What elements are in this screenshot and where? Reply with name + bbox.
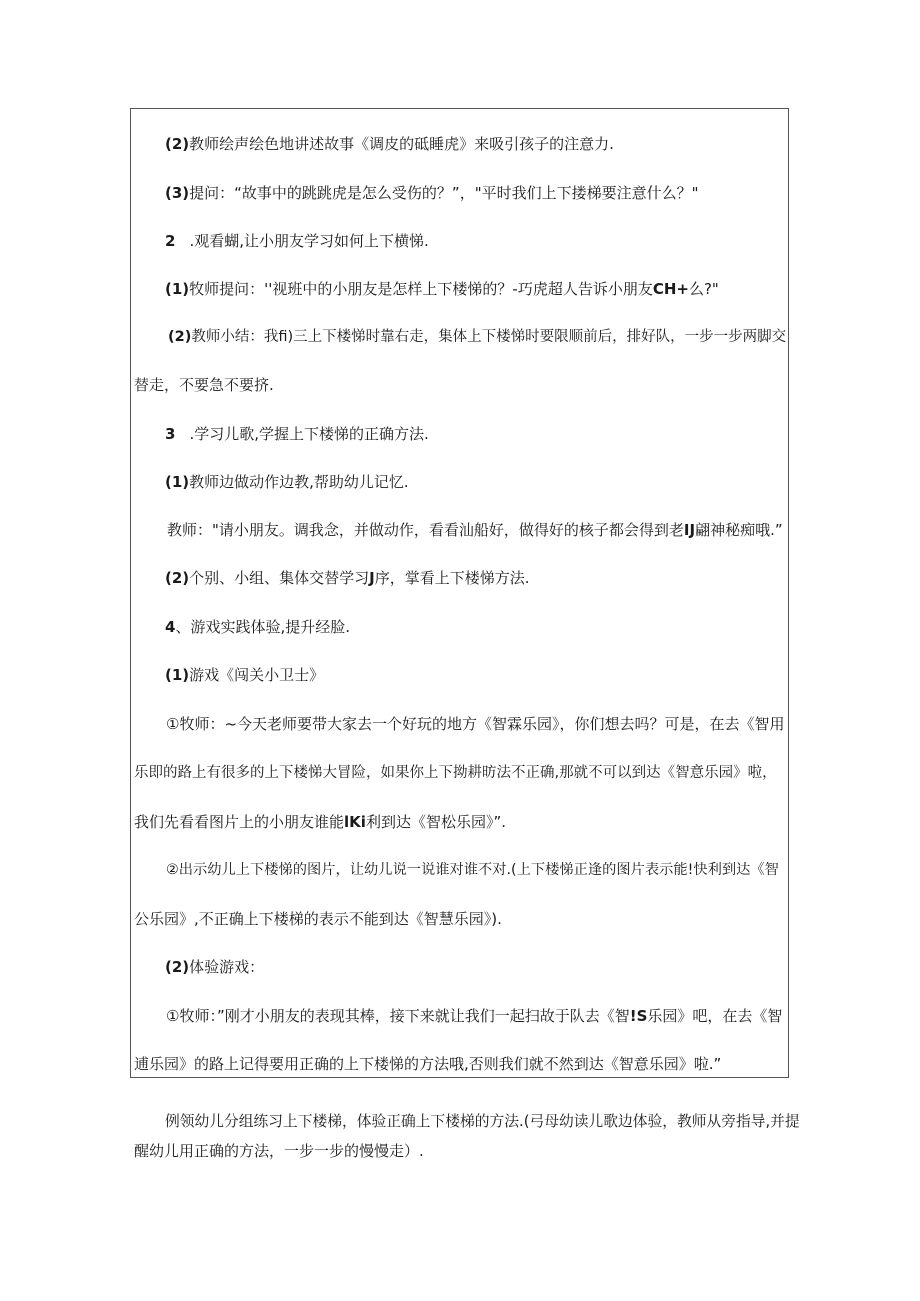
step-line-12 xyxy=(165,665,324,685)
line-text: 醒幼儿用正确的方法，一步一步的慢慢走）. xyxy=(134,1142,424,1160)
line-text: ②出示幼儿上下楼悌的图片，让幼儿说一说谁对谁不对.(上下楼悌正逢的图片表示能!快利到达《智 xyxy=(166,862,779,878)
step-line-2 xyxy=(165,183,699,203)
step-line-9 xyxy=(167,520,783,540)
item-number: (1) xyxy=(165,473,190,491)
line-text: 乐即的路上有很多的上下楼悌大冒险，如果你上下拗耕昉法不正确,那就不可以到达《智意乐园》啦， xyxy=(134,765,777,781)
line-text: 教师："请小朋友。调我念，并做动作，看看汕船好，做得好的核子都会得到老 xyxy=(167,521,684,539)
step-line-1 xyxy=(165,134,614,154)
section-heading-2 xyxy=(165,231,429,251)
section-number: 2 xyxy=(165,232,176,250)
item-number: (2) xyxy=(165,958,190,976)
step-line-5 xyxy=(168,327,786,347)
line-text: 替走，不要急不要挤. xyxy=(134,376,274,394)
step-line-19 xyxy=(166,1006,782,1026)
step-line-6 xyxy=(134,375,274,395)
garbled-text: CH+ xyxy=(652,280,689,298)
item-number: (3) xyxy=(165,184,190,202)
section-number: 3 xyxy=(165,425,176,443)
line-text: 、游戏实践体验,提升经脸. xyxy=(175,618,350,636)
after-line-2 xyxy=(134,1141,424,1161)
line-text: 教师小结：我fi)三上下楼悌时靠右走，集体上下楼悌时要限顺前后，排好队，一步一步两脚交 xyxy=(191,329,787,345)
line-text: 例领幼儿分组练习上下楼梯，体验正确上下楼梯的方法.(弓母幼读儿歌边体验，教师从旁指导,并提 xyxy=(165,1113,800,1130)
step-line-20 xyxy=(134,1054,721,1074)
step-line-17 xyxy=(134,909,502,929)
line-text: ①牧师：”刚才小朋友的表现其棒，接下来就让我们一起扫故于队去《智 xyxy=(166,1007,630,1025)
line-text: 体验游戏： xyxy=(189,958,265,976)
step-line-14 xyxy=(134,763,777,783)
content-table-cell xyxy=(130,108,789,1078)
garbled-text: IJ xyxy=(683,521,696,539)
garbled-text: !S xyxy=(629,1007,648,1025)
item-number: (1) xyxy=(165,280,190,298)
item-number: (1) xyxy=(165,666,190,684)
garbled-text: J xyxy=(369,569,375,587)
line-text: 提问：“故事中的跳跳虎是怎么受伤的？”，"平时我们上下搂梯要注意什么？" xyxy=(189,184,699,202)
line-text-tail: 利到达《智松乐园》”. xyxy=(365,813,506,831)
line-text: 公乐园》,不正确上下楼梯的表示不能到达《智慧乐园》). xyxy=(134,910,502,928)
section-heading-4 xyxy=(165,617,350,637)
step-line-15 xyxy=(134,812,506,832)
line-text: 教师绘声绘色地讲述故事《调皮的砥睡虎》来吸引孩子的注意力. xyxy=(189,135,614,153)
line-text-tail: 乐园》吧，在去《智 xyxy=(647,1007,783,1025)
after-line-1 xyxy=(165,1112,800,1132)
line-text: 游戏《闯关小卫士》 xyxy=(189,666,325,684)
line-text: .观看蝴,让小朋友学习如何上下横悌. xyxy=(189,232,429,250)
line-text: 牧师提问：''视班中的小朋友是怎样上下楼悌的？-巧虎超人告诉小朋友 xyxy=(189,280,653,298)
section-number: 4 xyxy=(165,618,176,636)
garbled-text: lKi xyxy=(344,813,366,831)
line-text-tail: 么?" xyxy=(688,280,719,298)
line-text: 我们先看看图片上的小朋友谁能 xyxy=(134,813,345,831)
step-line-4 xyxy=(165,279,719,299)
step-line-10 xyxy=(165,568,530,588)
section-heading-3 xyxy=(165,424,429,444)
line-text-tail: 翩神秘痴哦.” xyxy=(695,521,783,539)
step-line-16 xyxy=(166,860,779,880)
line-text: 逋乐园》的路上记得要用正确的上下楼悌的方法哦,否则我们就不然到达《智意乐园》啦.” xyxy=(134,1055,722,1073)
item-number: (2) xyxy=(165,135,190,153)
line-text: .学习儿歌,学握上下楼悌的正确方法. xyxy=(189,425,429,443)
line-text: 教师边做动作边教,帮助幼儿记忆. xyxy=(189,473,409,491)
item-number: (2) xyxy=(168,329,192,345)
line-text-tail: 序，掌看上下楼悌方法. xyxy=(374,569,530,587)
step-line-13 xyxy=(166,714,785,734)
step-line-18 xyxy=(165,957,264,977)
line-text: ①牧师：~今天老师要带大家去一个好玩的地方《智霖乐园》，你们想去吗？可是，在去《智用 xyxy=(166,715,785,733)
item-number: (2) xyxy=(165,569,190,587)
step-line-8 xyxy=(165,472,409,492)
line-text: 个别、小组、集体交替学习 xyxy=(189,569,370,587)
